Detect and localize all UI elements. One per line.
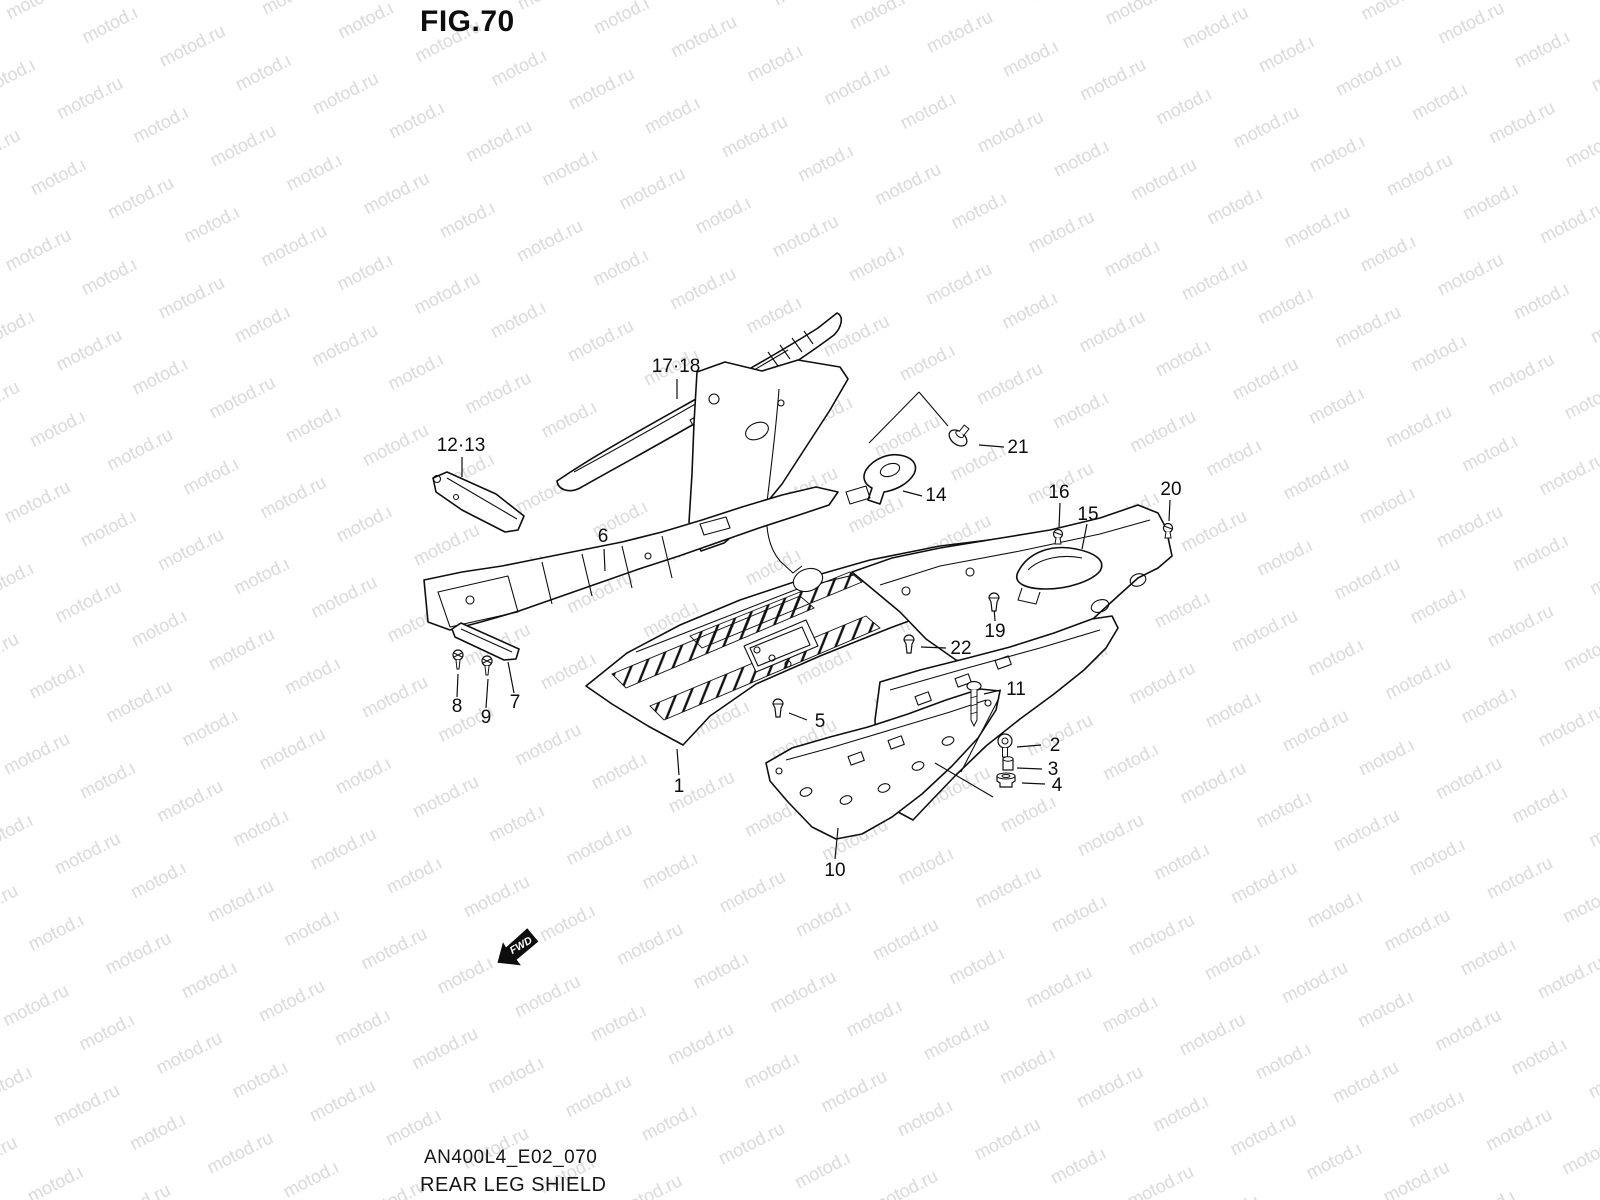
callout-label-17-18: 17·18 xyxy=(651,356,701,377)
callout-label-14: 14 xyxy=(925,485,947,506)
callout-label-20: 20 xyxy=(1160,479,1182,500)
callout-label-9: 9 xyxy=(480,707,492,728)
callout-label-4: 4 xyxy=(1051,775,1063,796)
callout-label-15: 15 xyxy=(1077,504,1099,525)
callout-label-16: 16 xyxy=(1048,482,1070,503)
callout-label-21: 21 xyxy=(1007,437,1029,458)
callout-label-11: 11 xyxy=(1006,679,1026,700)
callout-label-6: 6 xyxy=(597,526,609,547)
figure-caption: REAR LEG SHIELD xyxy=(420,1174,607,1196)
callout-label-19: 19 xyxy=(984,621,1006,642)
callout-label-22: 22 xyxy=(950,638,972,659)
callout-label-5: 5 xyxy=(814,711,826,732)
callout-label-2: 2 xyxy=(1049,735,1061,756)
callout-label-8: 8 xyxy=(451,696,463,717)
callout-label-12-13: 12·13 xyxy=(436,435,486,456)
callout-label-7: 7 xyxy=(509,692,521,713)
callout-label-1: 1 xyxy=(673,776,685,797)
fwd-label: FWD xyxy=(507,934,535,957)
callout-label-10: 10 xyxy=(824,860,846,881)
figure-title: FIG.70 xyxy=(420,5,515,38)
callout-label-3: 3 xyxy=(1047,759,1059,780)
fastener-spacer-3 xyxy=(1003,757,1013,770)
fastener-grommet-4 xyxy=(997,773,1015,787)
figure-code: AN400L4_E02_070 xyxy=(424,1147,598,1168)
